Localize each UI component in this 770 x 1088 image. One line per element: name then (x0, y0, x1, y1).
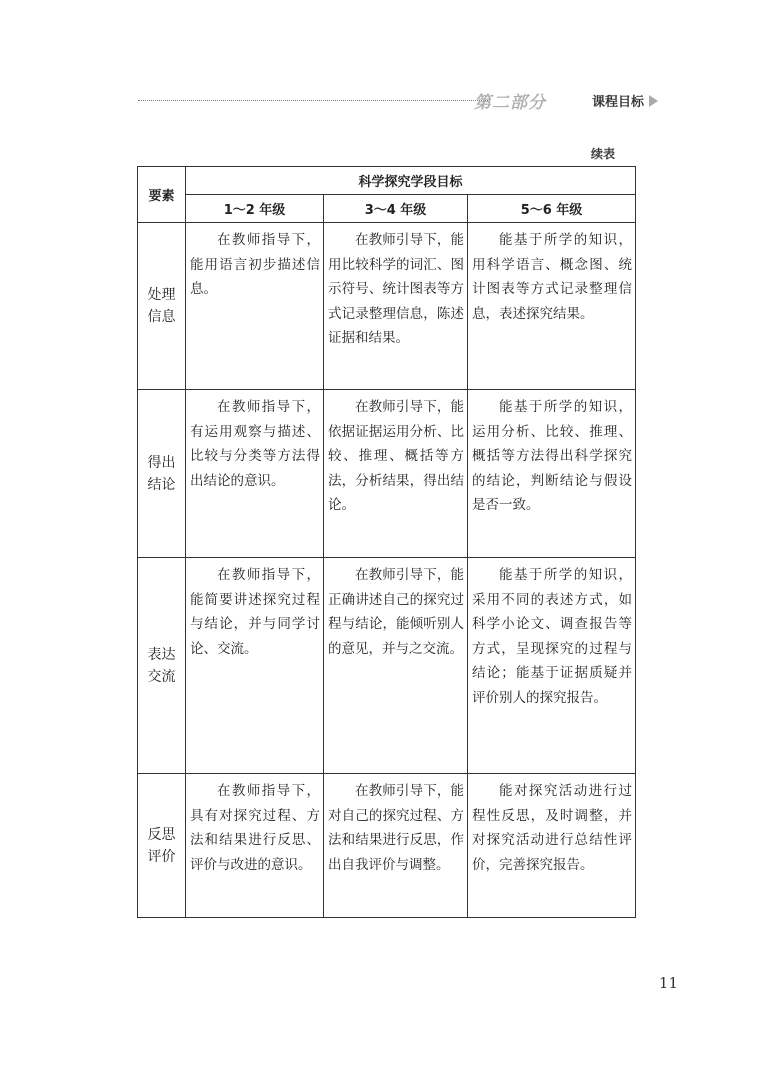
goal-cell: 在教师引导下，能用比较科学的词汇、图示符号、统计图表等方式记录整理信息，陈述证据和结果。 (324, 223, 468, 390)
grade-header: 1～2 年级 (186, 195, 324, 223)
science-inquiry-goals-table (137, 166, 636, 918)
header-dotted-rule (138, 100, 490, 101)
goal-cell: 在教师指导下，有运用观察与描述、比较与分类等方法得出结论的意识。 (186, 390, 324, 558)
table-row (138, 558, 636, 774)
corner-header: 要素 (138, 167, 186, 223)
goal-cell: 能基于所学的知识，用科学语言、概念图、统计图表等方式记录整理信息，表述探究结果。 (468, 223, 636, 390)
grade-header: 3～4 年级 (324, 195, 468, 223)
element-cell: 得出结论 (138, 390, 186, 558)
goal-cell: 在教师引导下，能依据证据运用分析、比较、推理、概括等方法，分析结果，得出结论。 (324, 390, 468, 558)
header-title: 课程目标 (591, 95, 644, 110)
goal-cell: 能基于所学的知识，运用分析、比较、推理、概括等方法得出科学探究的结论，判断结论与假设是否一致。 (468, 390, 636, 558)
group-header: 科学探究学段目标 (186, 167, 636, 195)
goal-cell: 能对探究活动进行过程性反思，及时调整，并对探究活动进行总结性评价，完善探究报告。 (468, 774, 636, 918)
goal-cell: 在教师指导下，能简要讲述探究过程与结论，并与同学讨论、交流。 (186, 558, 324, 774)
table-row (138, 223, 636, 390)
goal-cell: 能基于所学的知识，采用不同的表述方式，如科学小论文、调查报告等方式，呈现探究的过程与结论；能基于证据质疑并评价别人的探究报告。 (468, 558, 636, 774)
table-header-row (138, 167, 636, 195)
triangle-right-icon (649, 95, 658, 107)
grade-header: 5～6 年级 (468, 195, 636, 223)
element-cell: 处理信息 (138, 223, 186, 390)
goal-cell: 在教师引导下，能对自己的探究过程、方法和结果进行反思，作出自我评价与调整。 (324, 774, 468, 918)
goal-cell: 在教师引导下，能正确讲述自己的探究过程与结论，能倾听别人的意见，并与之交流。 (324, 558, 468, 774)
grade-header-row (138, 195, 636, 223)
element-cell: 表达交流 (138, 558, 186, 774)
element-cell: 反思评价 (138, 774, 186, 918)
header-part-label: 第二部分 (474, 93, 546, 113)
running-header (138, 88, 658, 114)
goal-cell: 在教师指导下，能用语言初步描述信息。 (186, 223, 324, 390)
table-row (138, 774, 636, 918)
goal-cell: 在教师指导下，具有对探究过程、方法和结果进行反思、评价与改进的意识。 (186, 774, 324, 918)
continued-label: 续表 (590, 147, 615, 161)
table-row (138, 390, 636, 558)
page-number: 11 (658, 974, 678, 992)
